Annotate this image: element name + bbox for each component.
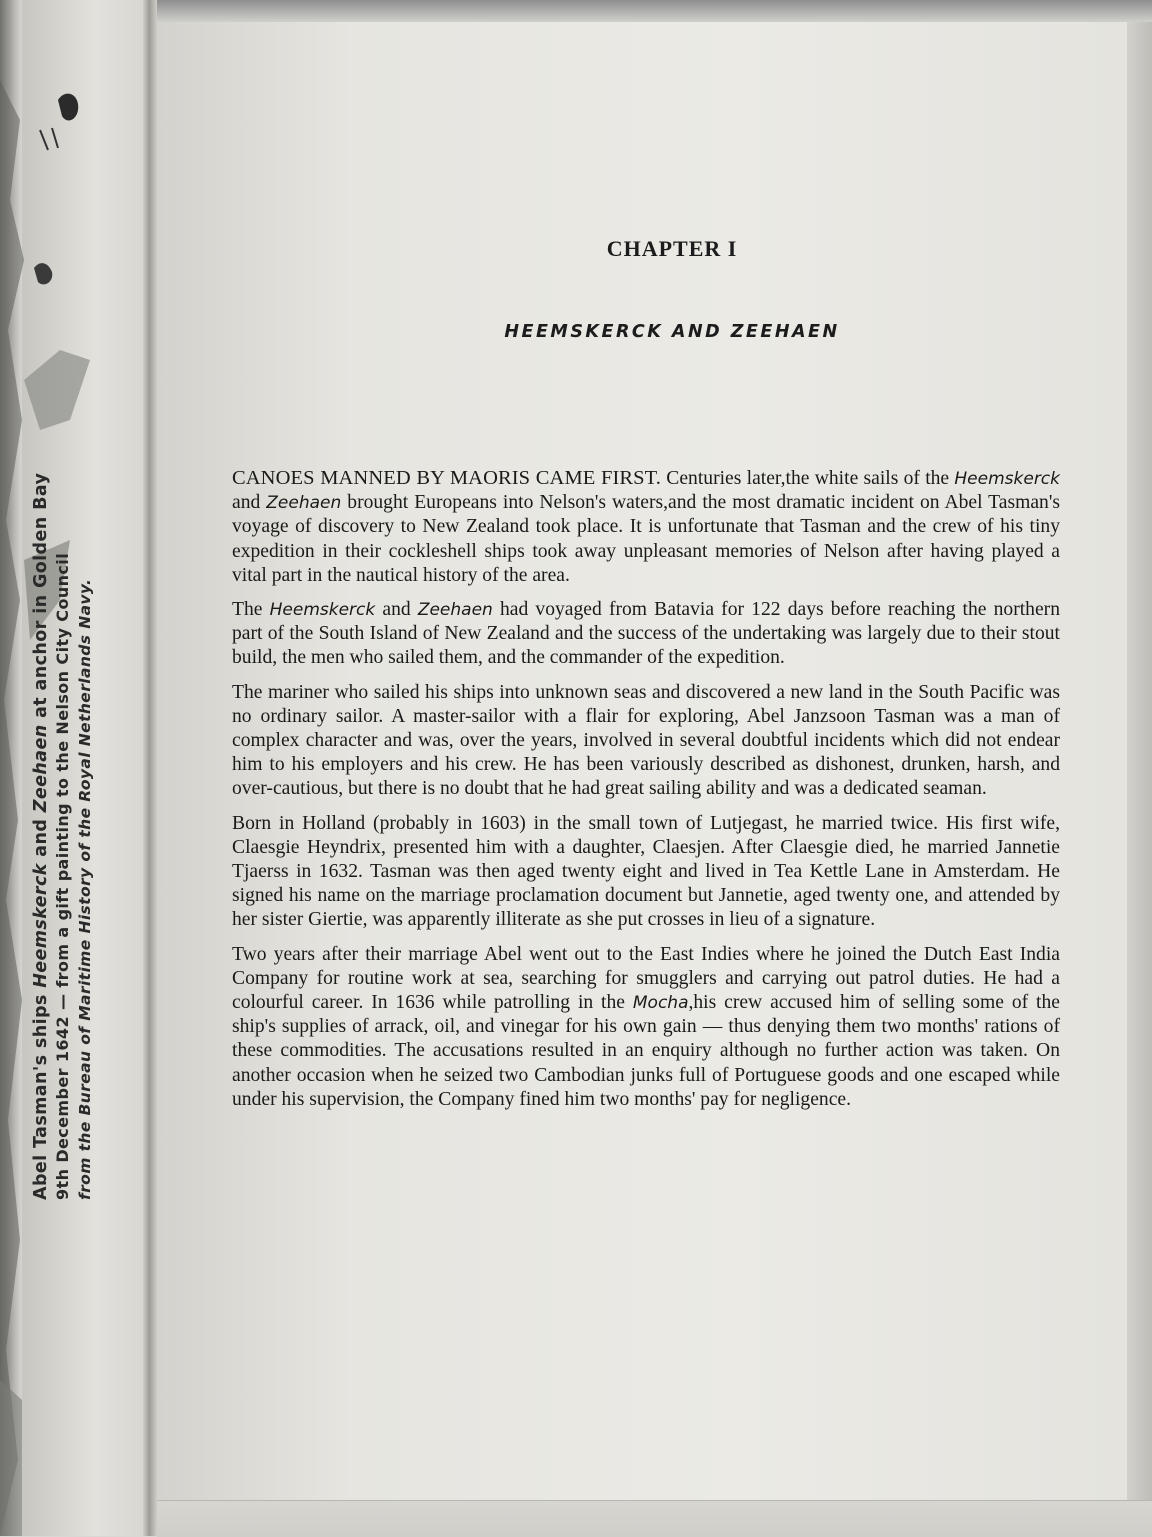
paragraph-4: Born in Holland (probably in 1603) in the small town of Lutjegast, he married twice. His first wife, Claesgie Heyndrix, presented him with a daughter, Claesjen. After Claesgie died, he married Jannetie Tjaerss in 1632. Tasman was then aged twenty eight and lived in Tea Kettle Lane in Amsterdam. He signed his name on the marriage proclamation document but Jannetie, aged twenty one, and attended by her sister Giertie, was apparently illiterate as she put crosses in lieu of a signature. (232, 812, 1060, 931)
paragraph-2: The Heemskerck and Zeehaen had voyaged from Batavia for 122 days before reaching the northern part of the South Island of New Zealand and the success of the undertaking was largely due to their stout build, the men who sailed them, and the commander of the expedition. (232, 599, 1061, 669)
chapter-heading: CHAPTER I (606, 236, 738, 261)
page-right-edge (1127, 22, 1152, 1536)
illustration-caption (30, 150, 96, 1200)
chapter-body (232, 466, 1060, 1122)
chapter-subtitle: HEEMSKERCK AND ZEEHAEN (504, 322, 840, 342)
paragraph-1: CANOES MANNED BY MAORIS CAME FIRST. Centuries later,the white sails of the Heemskerck and Zeehaen brought Europeans into Nelson's waters,and the most dramatic incident on Abel Tasman's voyage of discovery to New Zealand took place. It is unfortunate that Tasman and the crew of his tiny expedition in their cockleshell ships took away unpleasant memories of Nelson after having played a vital part in the nautical history of the area. (232, 467, 1060, 586)
page-bottom-edge (157, 1500, 1152, 1537)
caption-line-2: 9th December 1642 — from a gift painting to the Nelson City Council (53, 552, 72, 1200)
caption-line-1: Abel Tasman's ships Heemskerck and Zeehaen at anchor in Golden Bay (31, 472, 51, 1200)
caption-line-3: from the Bureau of Maritime History of the Royal Netherlands Navy. (76, 578, 94, 1200)
lead-in: CANOES MANNED BY MAORIS CAME FIRST. (232, 467, 662, 489)
top-shadow (150, 0, 1152, 22)
paragraph-5: Two years after their marriage Abel went out to the East Indies where he joined the Dutch East India Company for routine work at sea, searching for smugglers and carrying out patrol duties. He had a colourful career. In 1636 while patrolling in the Mocha,his crew accused him of selling some of the ship's supplies of arrack, oil, and vinegar for his own gain — thus denying them two months' rations of these commodities. The accusations resulted in an enquiry although no further action was taken. On another occasion when he seized two Cambodian junks full of Portuguese goods and one escaped while under his supervision, the Company fined him two months' pay for negligence. (232, 943, 1060, 1110)
paragraph-3: The mariner who sailed his ships into unknown seas and discovered a new land in the South Pacific was no ordinary sailor. A master-sailor with a flair for exploring, Abel Janzsoon Tasman was a man of complex character and was, over the years, involved in several doubtful incidents which did not endear him to his employers and his crew. He has been variously described as dishonest, drunken, harsh, and over-cautious, but there is no doubt that he had great sailing ability and was a dedicated seaman. (232, 681, 1060, 800)
book-spine-gutter (143, 0, 157, 1536)
